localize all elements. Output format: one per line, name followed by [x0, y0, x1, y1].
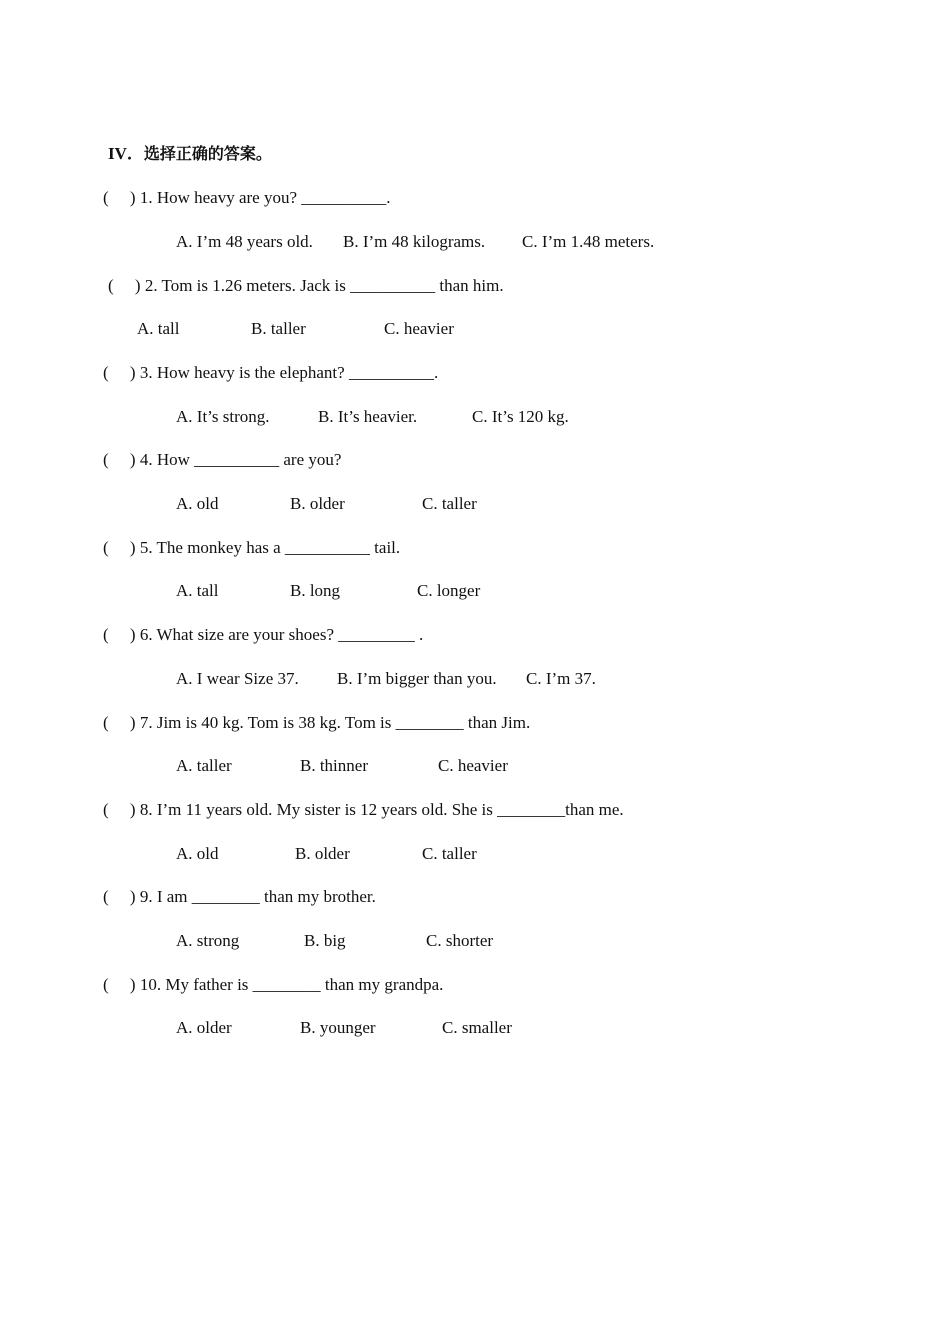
question-5-option-c: C. longer [417, 581, 481, 600]
question-8-stem: ( ) 8. I’m 11 years old. My sister is 12 years old. She is ________than me. [103, 800, 624, 819]
question-8-option-c: C. taller [422, 844, 477, 863]
section-heading [108, 144, 272, 164]
question-10-option-c: C. smaller [442, 1018, 512, 1037]
question-6-option-a: A. I wear Size 37. [176, 669, 299, 688]
question-3-option-a: A. It’s strong. [176, 407, 270, 426]
question-10-stem: ( ) 10. My father is ________ than my grandpa. [103, 975, 444, 994]
question-7-option-a: A. taller [176, 756, 232, 775]
question-6-option-b: B. I’m bigger than you. [337, 669, 497, 688]
question-7-option-b: B. thinner [300, 756, 368, 775]
question-4-option-b: B. older [290, 494, 345, 513]
question-7-stem: ( ) 7. Jim is 40 kg. Tom is 38 kg. Tom is ________ than Jim. [103, 713, 531, 732]
question-4-stem: ( ) 4. How __________ are you? [103, 450, 342, 469]
question-9-option-c: C. shorter [426, 931, 494, 950]
question-2-option-b: B. taller [251, 319, 306, 338]
question-2-option-a: A. tall [137, 319, 180, 338]
question-9-option-a: A. strong [176, 931, 240, 950]
question-8-option-a: A. old [176, 844, 219, 863]
section-number: IV． [108, 144, 144, 163]
question-9-option-b: B. big [304, 931, 346, 950]
question-1-option-a: A. I’m 48 years old. [176, 232, 313, 251]
question-4-option-c: C. taller [422, 494, 477, 513]
question-1-option-b: B. I’m 48 kilograms. [343, 232, 486, 251]
question-3-option-c: C. It’s 120 kg. [472, 407, 569, 426]
question-5-stem: ( ) 5. The monkey has a __________ tail. [103, 538, 401, 557]
question-3-stem: ( ) 3. How heavy is the elephant? __________. [103, 363, 439, 382]
section-title: 选择正确的答案。 [143, 144, 272, 163]
question-9-stem: ( ) 9. I am ________ than my brother. [103, 887, 376, 906]
question-5-option-a: A. tall [176, 581, 219, 600]
question-3-option-b: B. It’s heavier. [318, 407, 418, 426]
question-6-stem: ( ) 6. What size are your shoes? _________ . [103, 625, 424, 644]
question-4-option-a: A. old [176, 494, 219, 513]
question-10-option-b: B. younger [300, 1018, 376, 1037]
question-1-option-c: C. I’m 1.48 meters. [522, 232, 655, 251]
question-6-option-c: C. I’m 37. [526, 669, 596, 688]
question-7-option-c: C. heavier [438, 756, 508, 775]
question-2-option-c: C. heavier [384, 319, 454, 338]
question-5-option-b: B. long [290, 581, 341, 600]
question-2-stem: ( ) 2. Tom is 1.26 meters. Jack is __________ than him. [108, 276, 504, 295]
question-1-stem: ( ) 1. How heavy are you? __________. [103, 188, 391, 207]
question-8-option-b: B. older [295, 844, 350, 863]
question-10-option-a: A. older [176, 1018, 232, 1037]
